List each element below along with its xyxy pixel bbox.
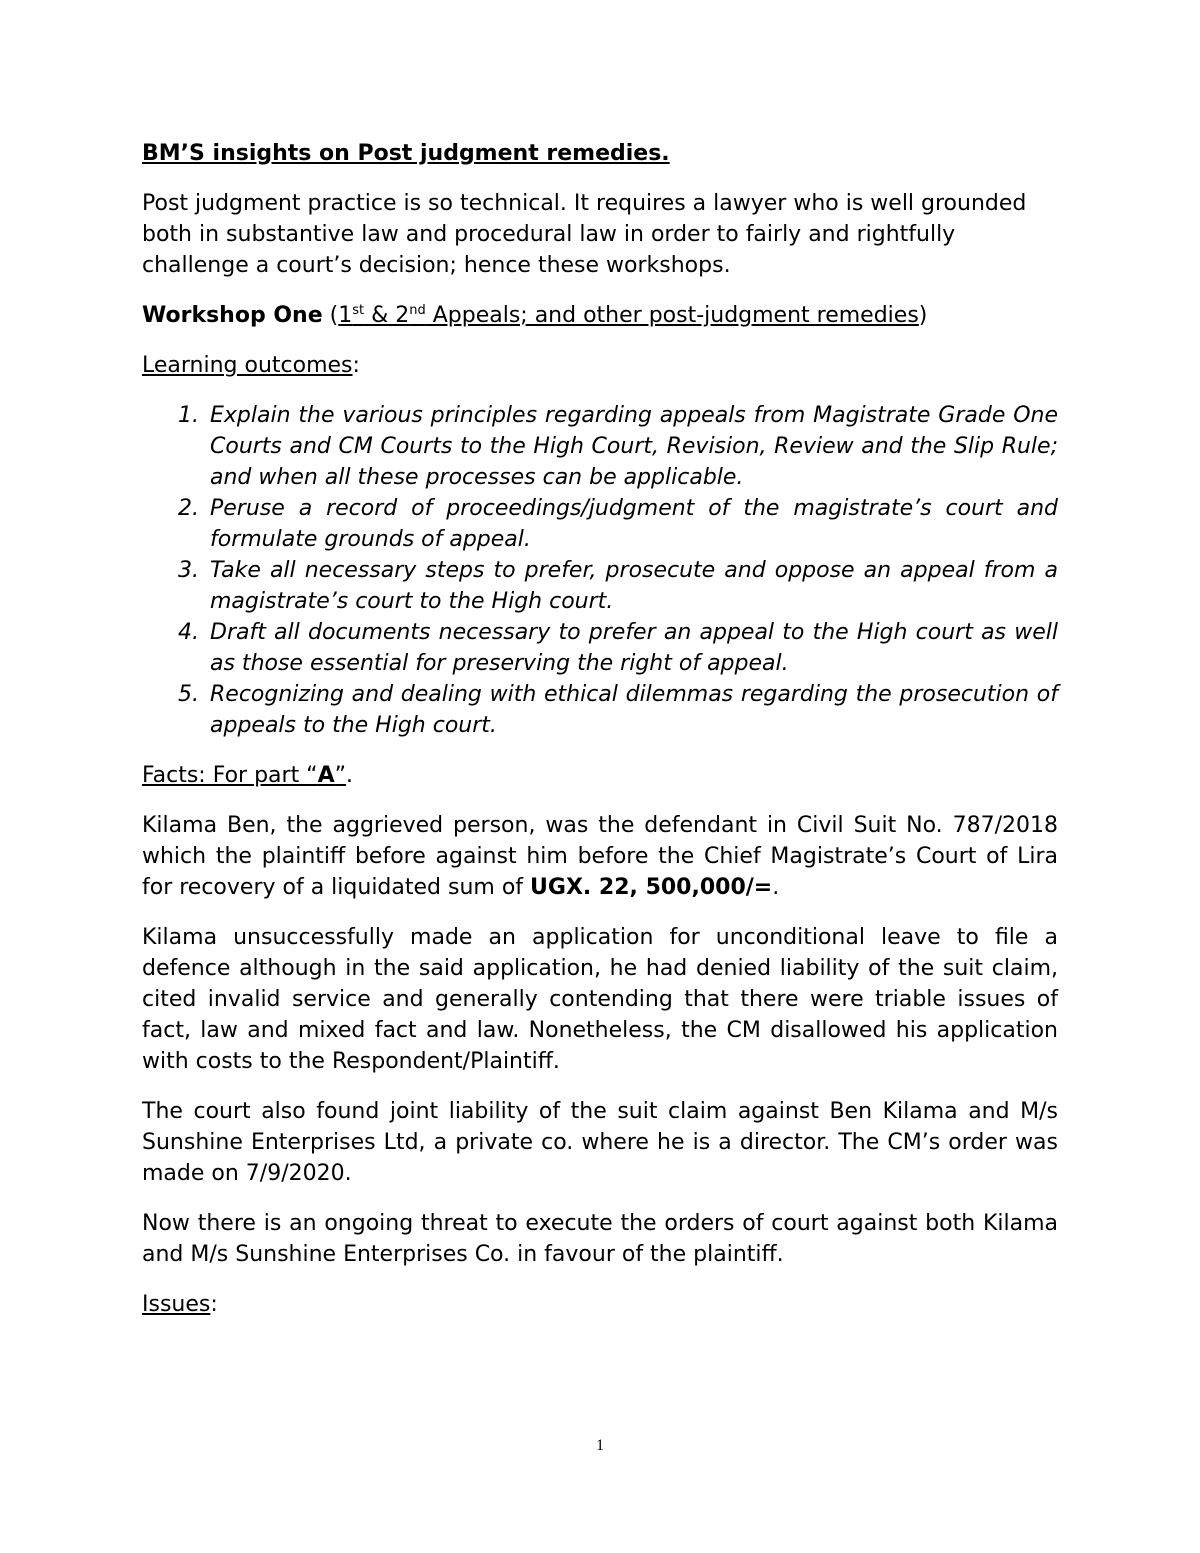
workshop-subtitle-text: Appeals; and other post-judgment remedies xyxy=(425,303,919,328)
list-item xyxy=(142,617,1058,679)
workshop-open-paren: ( xyxy=(322,303,339,328)
facts-paragraph-2: Kilama unsuccessfully made an application for unconditional leave to file a defence although in the said application, he had denied liability of the suit claim, cited invalid service and generally contending that there were triable issues of fact, law and mixed fact and law. Nonetheless, the CM disallowed his application with costs to the Respondent/Plaintiff. xyxy=(142,925,1058,1074)
list-item-text: Explain the various principles regarding appeals from Magistrate Grade One Courts and CM Courts to the High Court, Revision, Review and the Slip Rule; and when all these processes can be applicable. xyxy=(210,403,1058,490)
ordinal-2: & 2 xyxy=(364,303,410,328)
document-title: BM’S insights on Post judgment remedies. xyxy=(142,141,670,166)
list-item xyxy=(142,400,1058,493)
list-item xyxy=(142,555,1058,617)
learning-outcomes-heading xyxy=(142,350,1058,381)
facts-paragraph-1 xyxy=(142,810,1058,903)
learning-outcomes-label: Learning outcomes xyxy=(142,353,353,378)
facts-paragraph-1-text: Kilama Ben, the aggrieved person, was the defendant in Civil Suit No. 787/2018 which the plaintiff before against him before the Chief Magistrate’s Court of Lira for recovery of a liquidated sum of xyxy=(142,813,1058,900)
learning-outcomes-list xyxy=(142,400,1058,741)
facts-part-letter: A xyxy=(317,763,335,788)
document-page xyxy=(142,138,1058,1339)
learning-outcomes-colon: : xyxy=(352,353,360,378)
facts-paragraph-1-period: . xyxy=(772,875,780,900)
list-item xyxy=(142,679,1058,741)
ordinal-2-suffix: nd xyxy=(409,303,426,318)
facts-label xyxy=(142,763,346,788)
list-item xyxy=(142,493,1058,555)
list-item-number: 2. xyxy=(178,496,199,521)
list-item-number: 5. xyxy=(178,682,199,707)
ordinal-1-suffix: st xyxy=(352,303,365,318)
workshop-close-paren: ) xyxy=(918,303,928,328)
claim-amount: UGX. 22, 500,000/= xyxy=(530,875,773,900)
list-item-text: Recognizing and dealing with ethical dilemmas regarding the prosecution of appeals to the High court. xyxy=(210,682,1058,738)
issues-label: Issues xyxy=(142,1292,211,1317)
list-item-number: 4. xyxy=(178,620,199,645)
workshop-heading xyxy=(142,300,1058,331)
list-item-text: Take all necessary steps to prefer, prosecute and oppose an appeal from a magistrate’s court to the High court. xyxy=(210,558,1058,614)
workshop-label: Workshop One xyxy=(142,303,323,328)
issues-colon: : xyxy=(210,1292,218,1317)
ordinal-1: 1 xyxy=(338,303,353,328)
facts-heading xyxy=(142,760,1058,791)
list-item-number: 3. xyxy=(178,558,199,583)
list-item-text: Draft all documents necessary to prefer an appeal to the High court as well as those essential for preserving the right of appeal. xyxy=(210,620,1058,676)
intro-paragraph: Post judgment practice is so technical. It requires a lawyer who is well grounded both in substantive law and procedural law in order to fairly and rightfully challenge a court’s decision; hence these workshops. xyxy=(142,191,1027,278)
list-item-number: 1. xyxy=(178,403,199,428)
facts-close-quote: ” xyxy=(334,763,347,788)
facts-label-text: Facts: For part “ xyxy=(142,763,318,788)
workshop-subtitle xyxy=(338,303,919,328)
facts-paragraph-4: Now there is an ongoing threat to execute the orders of court against both Kilama and M/s Sunshine Enterprises Co. in favour of the plaintiff. xyxy=(142,1211,1058,1267)
facts-paragraph-3: The court also found joint liability of the suit claim against Ben Kilama and M/s Sunshine Enterprises Ltd, a private co. where he is a director. The CM’s order was made on 7/9/2020. xyxy=(142,1099,1058,1186)
issues-heading xyxy=(142,1289,1058,1320)
facts-period: . xyxy=(346,763,354,788)
list-item-text: Peruse a record of proceedings/judgment of the magistrate’s court and formulate grounds of appeal. xyxy=(210,496,1058,552)
page-number: 1 xyxy=(596,1437,604,1454)
